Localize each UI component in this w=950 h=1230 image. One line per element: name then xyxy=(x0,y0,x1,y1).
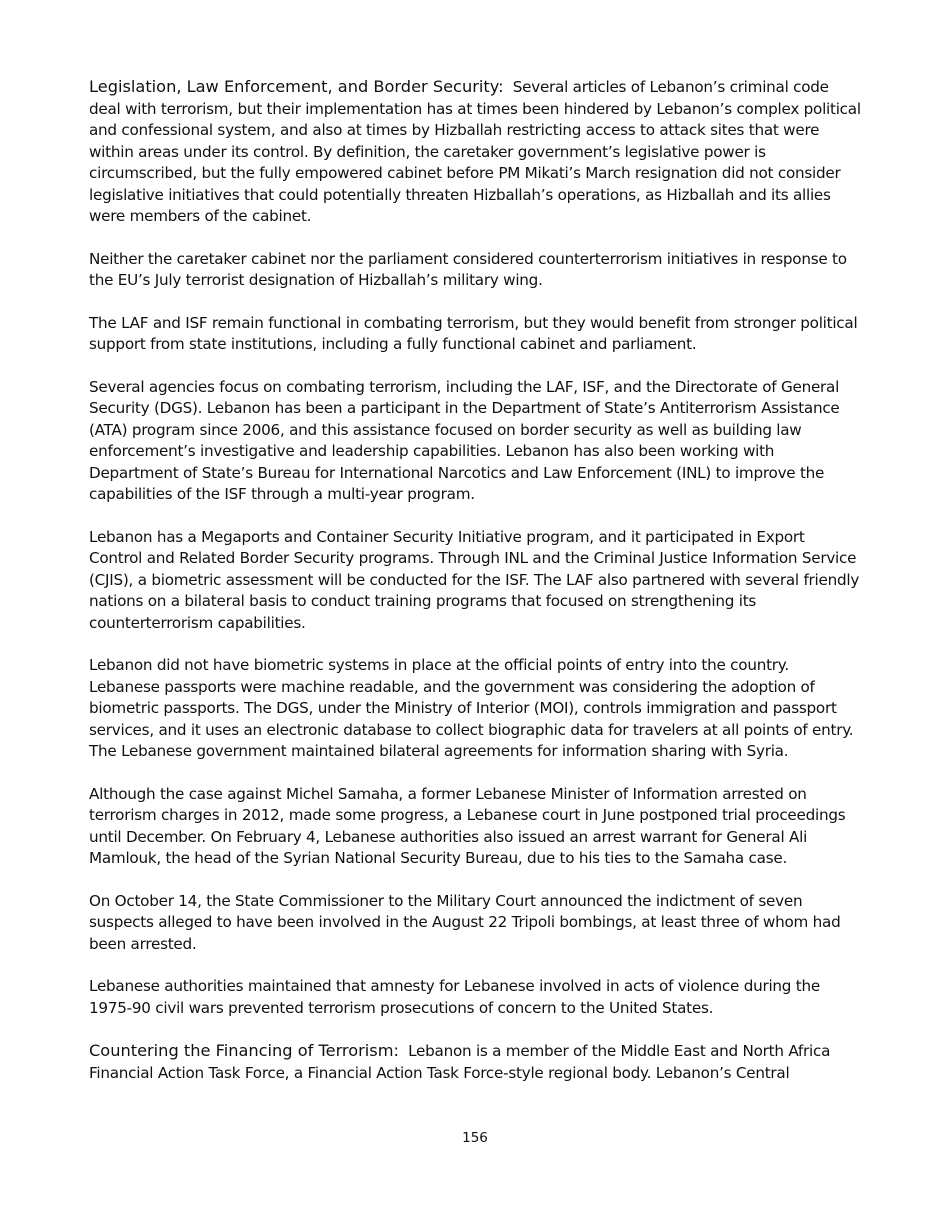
paragraph-agencies xyxy=(89,377,861,506)
paragraph-caretaker-cabinet xyxy=(89,249,861,292)
paragraph-samaha-case xyxy=(89,784,861,870)
paragraph-text: Lebanese authorities maintained that amnesty for Lebanese involved in acts of violence during the 1975-90 civil wars prevented terrorism prosecutions of concern to the United States. xyxy=(89,977,820,1017)
paragraph-text: Although the case against Michel Samaha, a former Lebanese Minister of Information arrested on terrorism charges in 2012, made some progress, a Lebanese court in June postponed trial proceedings until December. On February 4, Lebanese authorities also issued an arrest warrant for General Ali Mamlouk, the head of the Syrian National Security Bureau, due to his ties to the Samaha case. xyxy=(89,784,846,867)
paragraph-text: The LAF and ISF remain functional in combating terrorism, but they would benefit from stronger political support from state institutions, including a fully functional cabinet and parliament. xyxy=(89,313,858,353)
document-body xyxy=(89,76,861,1105)
paragraph-countering-financing xyxy=(89,1040,861,1084)
paragraph-text: Several articles of Lebanon’s criminal code deal with terrorism, but their implementation has at times been hindered by Lebanon’s complex political and confessional system, and also at times by Hizballah restricting access to attack sites that were within areas under its control. By definition, the caretaker government’s legislative power is circumscribed, but the fully empowered cabinet before PM Mikati’s March resignation did not consider legislative initiatives that could potentially threaten Hizballah’s operations, as Hizballah and its allies were members of the cabinet. xyxy=(89,78,861,225)
paragraph-text: Lebanon is a member of the Middle East and North Africa Financial Action Task Force, a Financial Action Task Force-style regional body. Lebanon’s Central xyxy=(89,1042,831,1082)
paragraph-legislation xyxy=(89,76,861,228)
paragraph-text: On October 14, the State Commissioner to the Military Court announced the indictment of seven suspects alleged to have been involved in the August 22 Tripoli bombings, at least three of whom had been arrested. xyxy=(89,891,841,953)
paragraph-text: Several agencies focus on combating terrorism, including the LAF, ISF, and the Directorate of General Security (DGS). Lebanon has been a participant in the Department of State’s Antiterrorism Assistance (ATA) program since 2006, and this assistance focused on border security as well as building law enforcement’s investigative and leadership capabilities. Lebanon has also been working with Department of State’s Bureau for International Narcotics and Law Enforcement (INL) to improve the capabilities of the ISF through a multi-year program. xyxy=(89,377,840,503)
paragraph-text: Lebanon did not have biometric systems in place at the official points of entry into the country. Lebanese passports were machine readable, and the government was considering the adoption of biometric passports. The DGS, under the Ministry of Interior (MOI), controls immigration and passport services, and it uses an electronic database to collect biographic data for travelers at all points of entry. The Lebanese government maintained bilateral agreements for information sharing with Syria. xyxy=(89,656,854,760)
paragraph-tripoli-indictment xyxy=(89,891,861,956)
paragraph-text: Neither the caretaker cabinet nor the parliament considered counterterrorism initiatives in response to the EU’s July terrorist designation of Hizballah’s military wing. xyxy=(89,249,847,289)
section-heading-legislation: Legislation, Law Enforcement, and Border Security: xyxy=(89,77,504,96)
section-heading-financing: Countering the Financing of Terrorism: xyxy=(89,1041,399,1060)
paragraph-biometric xyxy=(89,655,861,763)
paragraph-text: Lebanon has a Megaports and Container Security Initiative program, and it participated in Export Control and Related Border Security programs. Through INL and the Criminal Justice Information Service (CJIS), a biometric assessment will be conducted for the ISF. The LAF also partnered with several friendly nations on a bilateral basis to conduct training programs that focused on strengthening its counterterrorism capabilities. xyxy=(89,527,860,632)
paragraph-amnesty xyxy=(89,976,861,1019)
paragraph-laf-isf xyxy=(89,313,861,356)
page-number: 156 xyxy=(462,1130,488,1146)
paragraph-megaports xyxy=(89,527,861,635)
